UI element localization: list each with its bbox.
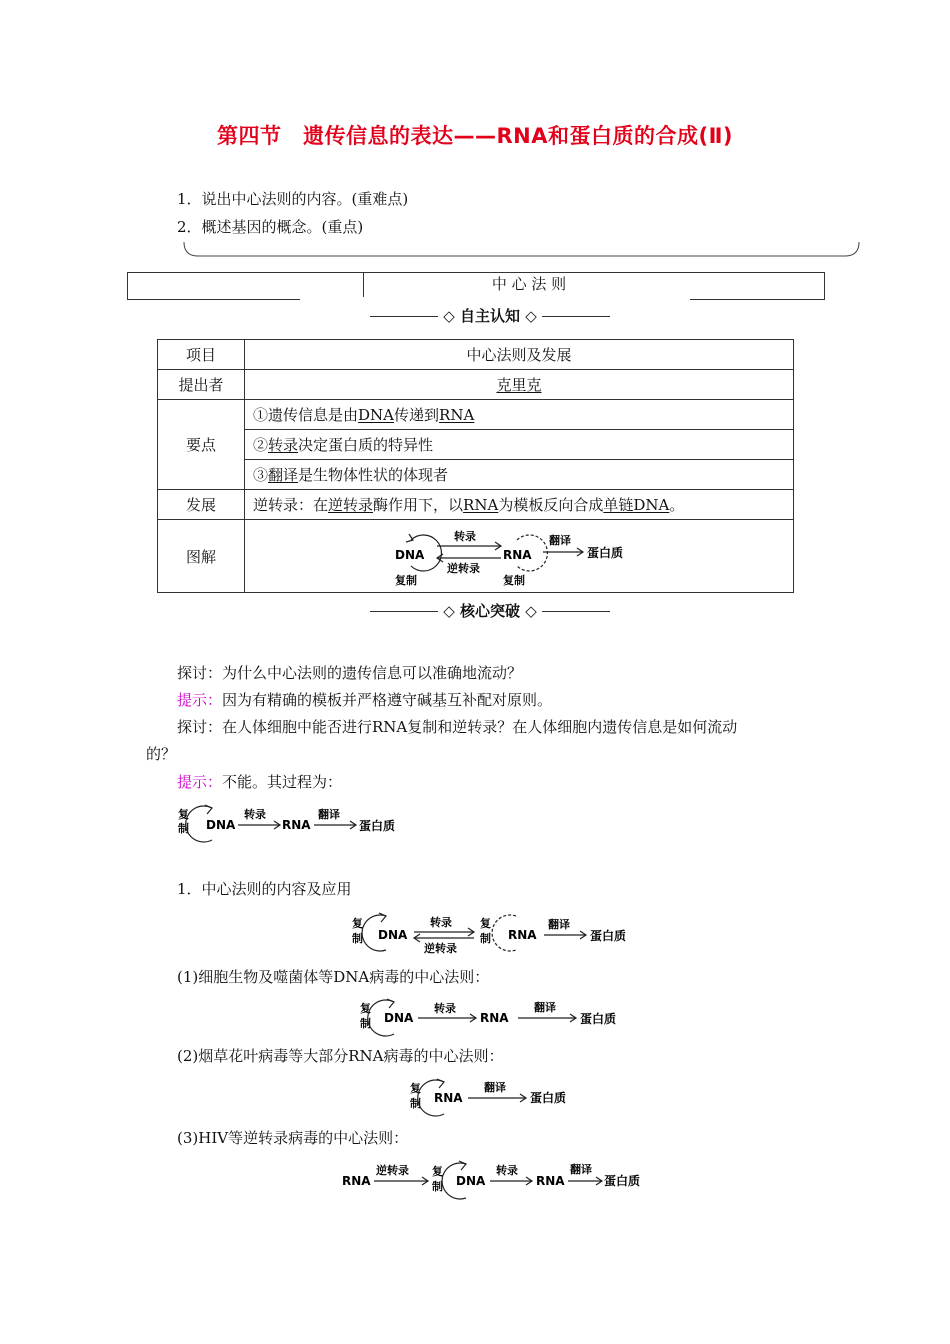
dev-blank: 逆转录 <box>328 496 374 514</box>
translate-label: 翻译 <box>570 1163 592 1176</box>
point-text: 传递到 <box>394 406 440 424</box>
table-cell <box>245 520 794 593</box>
page-title: 第四节 遗传信息的表达——RNA和蛋白质的合成(Ⅱ) <box>216 124 734 148</box>
table-cell: 发展 <box>158 490 245 520</box>
table-row <box>158 370 794 400</box>
replicate-label: 复 <box>480 917 491 930</box>
rna-label: RNA <box>503 548 532 562</box>
dna-label: DNA <box>206 818 236 832</box>
table-cell: 提出者 <box>158 370 245 400</box>
dev-blank: RNA <box>463 496 499 514</box>
replicate-label: 复制 <box>395 574 417 587</box>
point-number: ③ <box>253 466 269 484</box>
dev-blank: 单链 <box>603 496 634 514</box>
table-row <box>158 340 794 370</box>
discussion-question-2 <box>177 716 737 738</box>
replicate-label: 复制 <box>503 574 525 587</box>
replicate-label: 复 <box>352 917 363 930</box>
table-cell <box>245 430 794 460</box>
protein-label: 蛋白质 <box>604 1174 641 1188</box>
objective-1: 1．说出中心法则的内容。(重难点) <box>177 190 409 208</box>
question-text: 在人体细胞中能否进行RNA复制和逆转录？在人体细胞内遗传信息是如何流动 <box>222 718 738 736</box>
protein-label: 蛋白质 <box>530 1091 567 1105</box>
replicate-label: 制 <box>178 822 189 835</box>
reverse-label: 逆转录 <box>376 1164 409 1177</box>
reverse-label: 逆转录 <box>424 942 457 955</box>
replicate-label: 复 <box>410 1082 421 1095</box>
replicate-label: 制 <box>480 932 491 945</box>
point-blank: 转录 <box>268 436 299 454</box>
translate-label: 翻译 <box>548 918 570 931</box>
full-dogma-diagram <box>389 524 649 588</box>
discussion-question-2-cont: 的？ <box>146 745 177 763</box>
dna-label: DNA <box>378 928 408 942</box>
subpoint-3: (3)HIV等逆转录病毒的中心法则： <box>177 1129 409 1147</box>
replicate-label: 制 <box>432 1180 443 1193</box>
dna-virus-diagram <box>358 994 628 1040</box>
reverse-label: 逆转录 <box>447 562 480 575</box>
point-number: ① <box>253 406 269 424</box>
rna-label: RNA <box>508 928 537 942</box>
answer-text: 因为有精确的模板并严格遵守碱基互补配对原则。 <box>222 691 553 709</box>
translate-label: 翻译 <box>318 808 340 821</box>
protein-label: 蛋白质 <box>587 546 624 560</box>
table-row <box>158 430 794 460</box>
objectives-bracket <box>180 238 865 260</box>
section-header-core <box>350 600 630 621</box>
rna-label: RNA <box>480 1011 509 1025</box>
protein-label: 蛋白质 <box>590 929 627 943</box>
table-cell <box>245 460 794 490</box>
translate-label: 翻译 <box>534 1001 556 1014</box>
replicate-label: 制 <box>360 1017 371 1030</box>
central-dogma-table <box>157 339 794 593</box>
rna-virus-diagram <box>408 1074 578 1120</box>
section-header-autonomous <box>350 305 630 326</box>
transcribe-label: 转录 <box>434 1002 456 1015</box>
rna-label: RNA <box>282 818 311 832</box>
discussion-question-1 <box>177 662 522 684</box>
table-cell: 要点 <box>158 400 245 490</box>
retrovirus-diagram <box>340 1156 660 1202</box>
point-heading: 1．中心法则的内容及应用 <box>177 880 352 898</box>
replicate-label: 制 <box>410 1097 421 1110</box>
protein-label: 蛋白质 <box>359 819 396 833</box>
translate-label: 翻译 <box>484 1081 506 1094</box>
transcribe-label: 转录 <box>454 530 476 543</box>
table-row <box>158 460 794 490</box>
hint-label: 提示： <box>177 773 223 791</box>
point-blank: 翻译 <box>268 466 299 484</box>
point-text: 是生物体性状的体现者 <box>298 466 449 484</box>
replicate-label: 复 <box>178 808 189 821</box>
table-row <box>158 520 794 593</box>
topic-label: 中 心 法 则 <box>491 275 567 293</box>
table-cell: 项目 <box>158 340 245 370</box>
rna-label: RNA <box>434 1091 463 1105</box>
dev-text: 酶作用下，以 <box>373 496 464 514</box>
replicate-label: 复 <box>360 1002 371 1015</box>
transcribe-label: 转录 <box>496 1164 518 1177</box>
point-blank: DNA <box>358 406 395 424</box>
topic-box-gap <box>300 297 690 301</box>
protein-label: 蛋白质 <box>580 1012 617 1026</box>
point-number: ② <box>253 436 269 454</box>
full-flow-diagram <box>350 908 640 956</box>
subpoint-2: (2)烟草花叶病毒等大部分RNA病毒的中心法则： <box>177 1047 504 1065</box>
transcribe-label: 转录 <box>244 808 266 821</box>
objective-2: 2．概述基因的概念。(重点) <box>177 218 364 236</box>
transcribe-label: 转录 <box>430 916 452 929</box>
translate-label: 翻译 <box>549 534 571 547</box>
discussion-answer-1 <box>177 689 552 711</box>
dna-label: DNA <box>456 1174 486 1188</box>
point-text: 遗传信息是由 <box>268 406 359 424</box>
table-row <box>158 490 794 520</box>
human-flow-diagram <box>176 800 416 846</box>
point-blank: RNA <box>439 406 475 424</box>
table-cell: 中心法则及发展 <box>245 340 794 370</box>
table-cell: 图解 <box>158 520 245 593</box>
dev-text: 。 <box>669 496 685 514</box>
table-cell <box>245 400 794 430</box>
question-label: 探讨： <box>177 664 223 682</box>
proposer-name: 克里克 <box>496 376 542 394</box>
dna-label: DNA <box>384 1011 414 1025</box>
dev-text: 逆转录：在 <box>253 496 329 514</box>
question-text: 为什么中心法则的遗传信息可以准确地流动？ <box>222 664 523 682</box>
dna-label: DNA <box>395 548 425 562</box>
table-cell <box>245 370 794 400</box>
rna-label: RNA <box>536 1174 565 1188</box>
discussion-answer-2 <box>177 771 342 793</box>
question-label: 探讨： <box>177 718 223 736</box>
rna-label: RNA <box>342 1174 371 1188</box>
table-cell <box>245 490 794 520</box>
table-row <box>158 400 794 430</box>
dev-blank: DNA <box>633 496 670 514</box>
replicate-label: 制 <box>352 932 363 945</box>
subpoint-1: (1)细胞生物及噬菌体等DNA病毒的中心法则： <box>177 968 490 986</box>
replicate-label: 复 <box>432 1165 443 1178</box>
hint-label: 提示： <box>177 691 223 709</box>
answer-text: 不能。其过程为： <box>222 773 343 791</box>
point-text: 决定蛋白质的特异性 <box>298 436 434 454</box>
section-title: ◇ 核心突破 ◇ <box>443 602 537 620</box>
dev-text: 为模板反向合成 <box>498 496 604 514</box>
section-title: ◇ 自主认知 ◇ <box>443 307 537 325</box>
